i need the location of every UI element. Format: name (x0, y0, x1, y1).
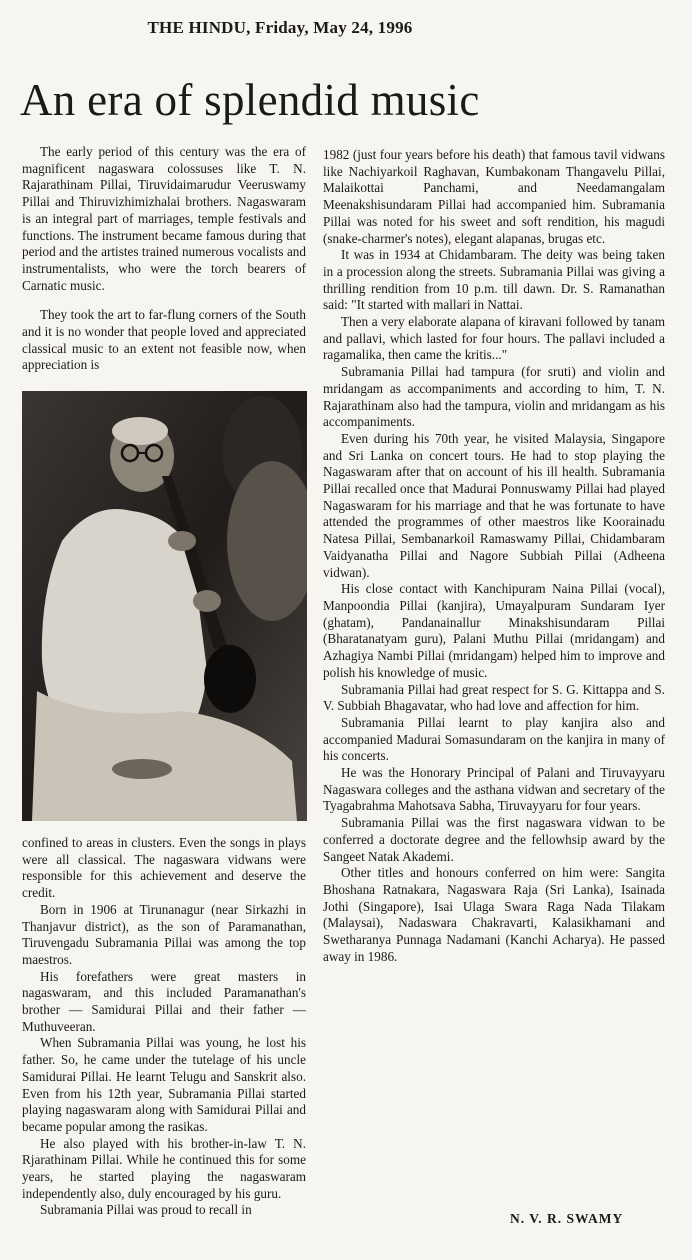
paragraph: Subramania Pillai learnt to play kanjira also and accompanied Madurai Somasundaram on the kanjira in many of his concerts. (323, 714, 665, 764)
headline: An era of splendid music (20, 75, 480, 125)
left-column-top (22, 144, 306, 374)
photo-image (22, 391, 307, 821)
masthead: THE HINDU, Friday, May 24, 1996 (147, 18, 413, 37)
paragraph: 1982 (just four years before his death) that famous tavil vidwans like Nachiyarkoil Raghavan, Kumbakonam Thangavelu Pillai, Malaikottai Panchami, and Needamangalam Meenakshisundaram Pillai had accompanied him. Subramania Pillai was noted for his sweet and soft rendition, his magudi (snake-charmer's notes), elegant alapanas, brugas etc. (323, 147, 665, 246)
paragraph: Even during his 70th year, he visited Malaysia, Singapore and Sri Lanka on concert tours. He had to stop playing the Nagaswaram after that on account of his ill health. Subramania Pillai recalled once that Madurai Ponnuswamy Pillai had played Nagaswaram for his marriage and that he was fortunate to have attended the programmes of other maestros like Koorainadu Natesa Pillai, Sembanarkoil Ramaswamy Pillai, Chidambaram Vaidyanatha Pillai and Nagore Subbiah Pillai (Adheena vidwan). (323, 430, 665, 580)
paragraph: Then a very elaborate alapana of kiravani followed by tanam and pallavi, which lasted for four hours. The pallavi included a ragamalika, then came the kritis..." (323, 314, 665, 363)
paragraph: Subramania Pillai had tampura (for sruti) and violin and mridangam as accompaniments and according to him, T. N. Rajarathinam also had the tampura, violin and mridangam as his accompaniments. (323, 364, 665, 430)
paragraph: The early period of this century was the era of magnificent nagaswara colossuses like T. N. Rajarathinam Pillai, Tiruvidaimarudur Veeruswamy Pillai and Thiruvizhimizhalai brothers. Nagaswaram is an integral part of marriages, temple festivals and functions. The instrument became famous during that period and the artistes trained numerous vocalists and instrumentalists, who were the torch bearers of Carnatic music. (22, 144, 306, 293)
paragraph: Subramania Pillai was proud to recall in (40, 1202, 252, 1218)
byline: N. V. R. SWAMY (510, 1211, 624, 1226)
musician-photo (22, 391, 307, 821)
paragraph: Subramania Pillai had great respect for S. G. Kittappa and S. V. Subbiah Bhagavatar, who had love and affection for him. (323, 681, 665, 714)
paragraph: Born in 1906 at Tirunanagur (near Sirkazhi in Thanjavur district), as the son of Paramanathan, Tiruvengadu Subramania Pillai was among the top maestros. (22, 901, 306, 967)
paragraph: His close contact with Kanchipuram Naina Pillai (vocal), Manpoondia Pillai (kanjira), Umayalpuram Sundaram Iyer (ghatam), Pandanainallur Minakshisundaram Pillai (Bharatanatyam guru), Palani Muthu Pillai (mridangam) and Azhagiya Nambi Pillai (mridangam) helped him to improve and polish his knowledge of music. (323, 581, 665, 680)
paragraph: He also played with his brother-in-law T. N. Rjarathinam Pillai. While he continued this for some years, he started playing the nagaswaram independently also, duly encouraged by his guru. (22, 1135, 306, 1201)
paragraph: Subramania Pillai was the first nagaswara vidwan to be conferred a doctorate degree and the fellowhsip award by the Sangeet Natak Akademi. (323, 815, 665, 864)
paragraph: It was in 1934 at Chidambaram. The deity was being taken in a procession along the streets. Subramania Pillai was giving a thrilling rendition from 10 p.m. till dawn. Dr. S. Ramanathan said: "It started with mallari in Nattai. (323, 247, 665, 313)
paragraph: When Subramania Pillai was young, he lost his father. So, he came under the tutelage of his uncle Samidurai Pillai. He learnt Telugu and Sanskrit also. Even from his 12th year, Subramania Pillai started playing nagaswaram along with Samidurai Pillai and became popular among the rasikas. (22, 1035, 306, 1134)
paragraph: They took the art to far-flung corners of the South and it is no wonder that people loved and appreciated classical music to an extent not feasible now, when appreciation is (22, 307, 306, 373)
paragraph: His forefathers were great masters in nagaswaram, and this included Paramanathan's brother — Samidurai Pillai and their father — Muthuveeran. (22, 968, 306, 1034)
right-column (323, 147, 665, 965)
paragraph: Other titles and honours conferred on him were: Sangita Bhoshana Ratnakara, Nagaswara Raja (Sri Lanka), Isainada Jothi (Singapore), Isai Ulaga Swara Raga Nada Tilakam (Malaysai), Nadaswara Chakravarti, Kalasikhamani and Swetharanya Punnaga Nadamani (Kanchi Acharya). He passed away in 1986. (323, 865, 665, 964)
left-column-bottom (22, 835, 306, 1219)
paragraph: He was the Honorary Principal of Palani and Tiruvayyaru Nagaswara colleges and the asthana vidwan and secretary of the Tyagabrahma Mahotsava Sabha, Tiruvayyaru for four years. (323, 765, 665, 814)
paragraph: confined to areas in clusters. Even the songs in plays were all classical. The nagaswara vidwans were responsible for this achievement and deserve the credit. (22, 835, 306, 901)
